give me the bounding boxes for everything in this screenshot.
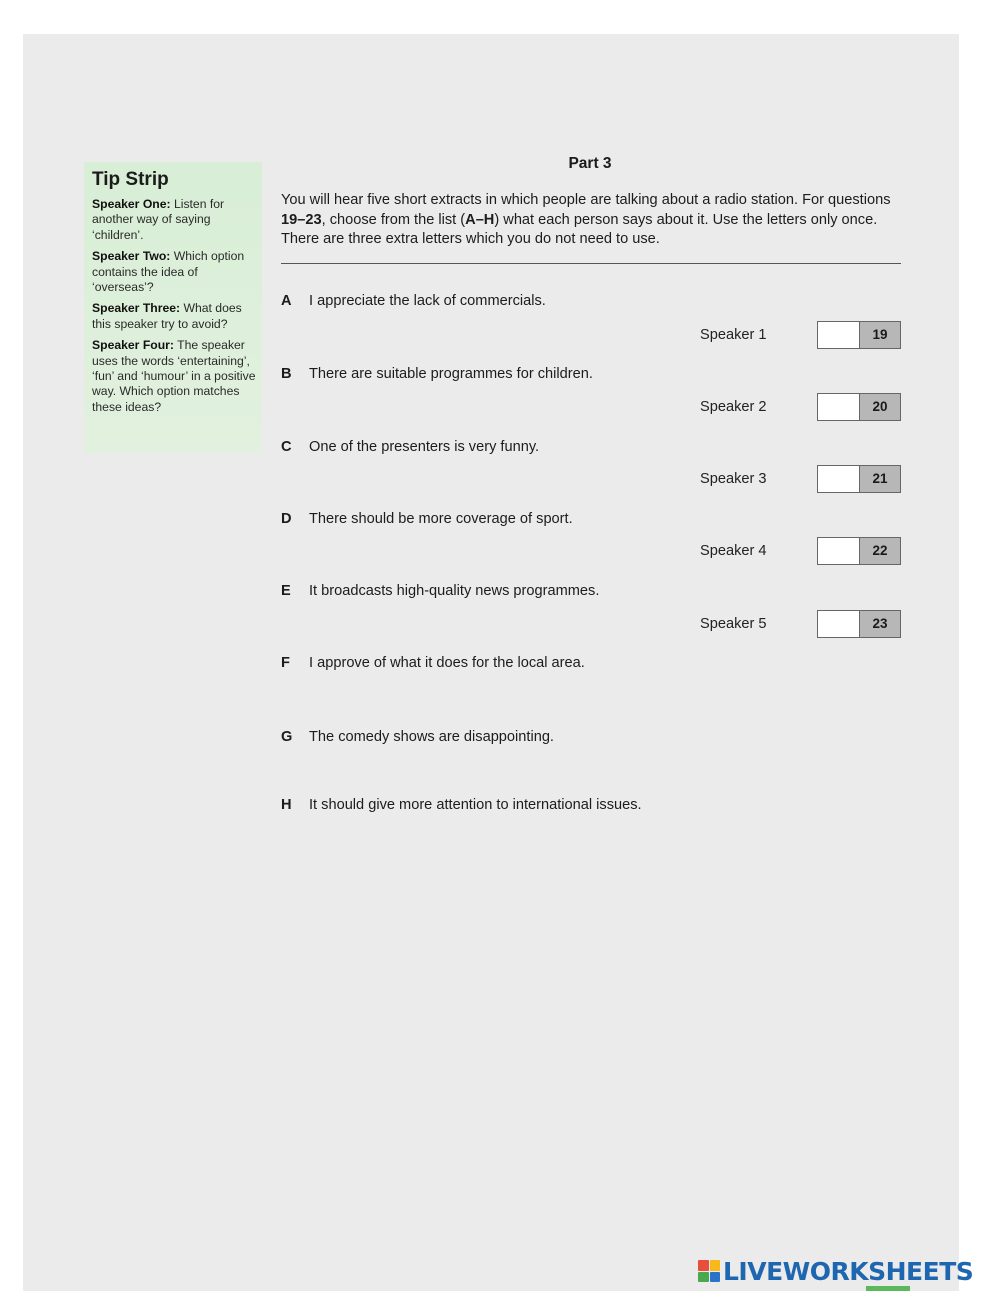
logo-square <box>710 1272 721 1283</box>
option-b <box>281 366 593 382</box>
option-g <box>281 729 554 745</box>
speaker-5-row <box>700 610 910 640</box>
option-letter: D <box>281 511 292 527</box>
tip-speaker-label: Speaker Two: <box>92 249 171 264</box>
speaker-label: Speaker 1 <box>700 327 767 343</box>
option-f <box>281 655 585 671</box>
tip-text: Which option contains the idea of ‘overseas’? <box>92 249 245 295</box>
tip-speaker-two <box>92 249 256 295</box>
option-text: It should give more attention to international issues. <box>309 797 642 813</box>
speaker-2-answer-box[interactable] <box>817 393 901 421</box>
liveworksheets-wordmark: LIVEWORKSHEETS <box>723 1256 974 1286</box>
tip-text: What does this speaker try to avoid? <box>92 301 242 331</box>
tip-speaker-three <box>92 301 256 332</box>
speaker-label: Speaker 3 <box>700 471 767 487</box>
tip-text: Listen for another way of saying ‘children’. <box>92 197 225 242</box>
option-text: One of the presenters is very funny. <box>309 439 540 455</box>
option-text: I approve of what it does for the local area. <box>309 655 585 671</box>
question-number: 22 <box>859 538 900 564</box>
liveworksheets-icon <box>698 1260 720 1282</box>
tip-text: The speaker uses the words ‘entertaining’, ‘fun’ and ‘humour’ in a positive way. Which option matches these ideas? <box>92 338 256 414</box>
instructions-text: , choose from the list ( <box>321 211 466 228</box>
option-letter: H <box>281 797 292 813</box>
tip-strip <box>84 162 262 454</box>
option-h <box>281 797 642 813</box>
speaker-3-row <box>700 465 910 495</box>
question-number: 23 <box>859 611 900 637</box>
speaker-label: Speaker 4 <box>700 543 767 559</box>
option-letter: E <box>281 583 291 599</box>
tip-speaker-four <box>92 338 256 415</box>
speaker-label: Speaker 2 <box>700 399 767 415</box>
option-letter: C <box>281 439 292 455</box>
option-text: It broadcasts high-quality news programmes. <box>309 583 600 599</box>
option-text: The comedy shows are disappointing. <box>309 729 554 745</box>
speaker-5-answer-box[interactable] <box>817 610 901 638</box>
question-number: 20 <box>859 394 900 420</box>
tip-speaker-label: Speaker One: <box>92 197 171 211</box>
divider-line <box>281 263 901 264</box>
speaker-label: Speaker 5 <box>700 616 767 632</box>
tip-strip-title: Tip Strip <box>92 169 169 190</box>
logo-square <box>710 1260 721 1271</box>
instructions <box>281 191 905 250</box>
option-c <box>281 439 539 455</box>
question-range: 19–23 <box>281 211 322 228</box>
question-number: 19 <box>859 322 900 348</box>
logo-square <box>698 1260 709 1271</box>
tip-speaker-label: Speaker Four: <box>92 338 174 353</box>
tip-speaker-one <box>92 197 256 243</box>
letter-range: A–H <box>465 211 495 228</box>
option-a <box>281 293 546 309</box>
speaker-4-answer-box[interactable] <box>817 537 901 565</box>
speaker-4-row <box>700 537 910 567</box>
option-text: There are suitable programmes for children. <box>309 366 593 382</box>
option-e <box>281 583 599 599</box>
option-letter: A <box>281 293 292 309</box>
logo-square <box>698 1272 709 1283</box>
option-letter: B <box>281 366 292 382</box>
speaker-1-row <box>700 321 910 351</box>
part-title: Part 3 <box>568 155 612 172</box>
instructions-text: ) what each person says about it. Use the letters only once. There are three extra letters which you do not need to use. <box>281 211 878 247</box>
option-text: I appreciate the lack of commercials. <box>309 293 546 309</box>
option-letter: G <box>281 729 293 745</box>
speaker-3-answer-box[interactable] <box>817 465 901 493</box>
instructions-text: You will hear five short extracts in which people are talking about a radio station. For questions <box>281 192 891 208</box>
option-text: There should be more coverage of sport. <box>309 511 573 527</box>
speaker-2-row <box>700 393 910 423</box>
speaker-1-answer-box[interactable] <box>817 321 901 349</box>
option-letter: F <box>281 655 290 671</box>
tip-speaker-label: Speaker Three: <box>92 301 181 316</box>
question-number: 21 <box>859 466 900 492</box>
liveworksheets-logo <box>698 1254 973 1288</box>
green-tab <box>866 1286 910 1291</box>
option-d <box>281 511 573 527</box>
